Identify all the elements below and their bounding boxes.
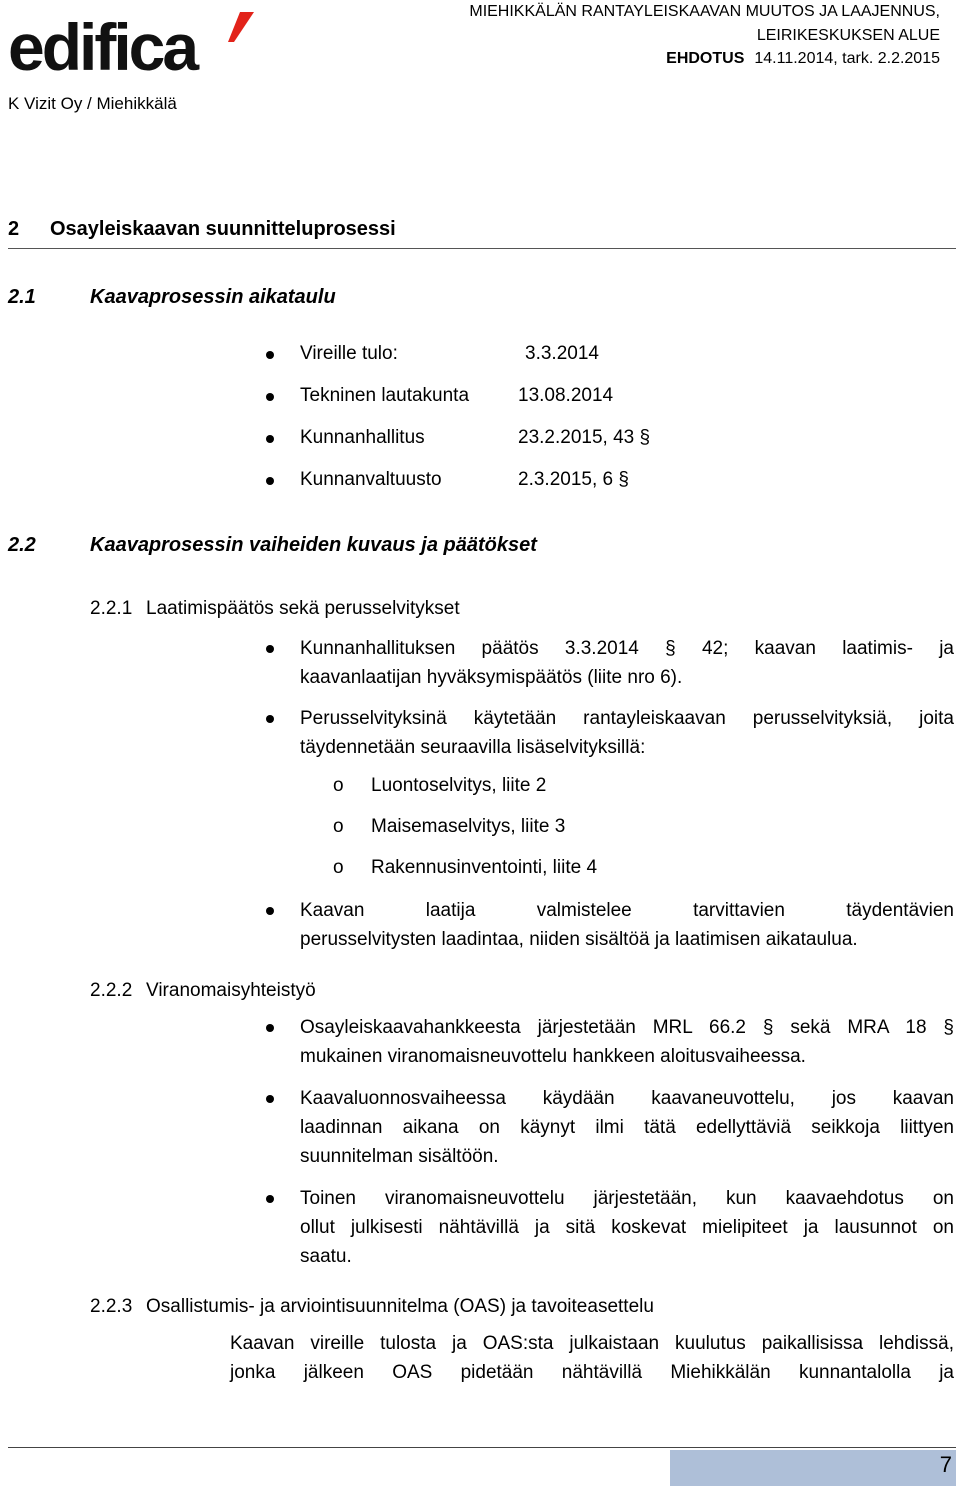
status-date: 14.11.2014, tark. 2.2.2015 (754, 50, 940, 67)
doc-title-line2: LEIRIKESKUKSEN ALUE (756, 27, 940, 44)
heading-title: Kaavaprosessin aikataulu (90, 286, 336, 308)
heading-section-2-2-3 (90, 1296, 654, 1318)
heading-title: Osallistumis- ja arviointisuunnitelma (OAS) ja tavoiteasettelu (146, 1296, 654, 1317)
doc-title-line1: MIEHIKKÄLÄN RANTAYLEISKAAVAN MUUTOS JA LAAJENNUS, (469, 3, 940, 20)
heading-section-2-2-1 (90, 598, 460, 620)
bullet-icon (266, 351, 274, 359)
text-line: mukainen viranomaisneuvottelu hankkeen aloitusvaiheessa. (300, 1046, 806, 1067)
heading-section-2-2 (8, 534, 537, 557)
sub-bullet-marker: o (333, 775, 344, 796)
doc-status (666, 47, 940, 71)
schedule-value: 2.3.2015, 6 § (518, 469, 629, 490)
schedule-value: 3.3.2014 (525, 343, 599, 364)
paragraph-kaavan-laatija (300, 896, 954, 954)
schedule-label: Kunnanvaltuusto (300, 469, 442, 490)
text-line: Kaavaluonnosvaiheessa käydään kaavaneuvottelu, jos kaavan (300, 1088, 954, 1109)
heading-section-2-1 (8, 286, 336, 309)
heading-number: 2.2.3 (90, 1296, 133, 1317)
heading-number: 2 (8, 218, 20, 240)
status-label: EHDOTUS (666, 50, 745, 67)
schedule-label: Kunnanhallitus (300, 427, 425, 448)
sub-list-item: Luontoselvitys, liite 2 (371, 775, 547, 796)
heading-title: Osayleiskaavan suunnitteluprosessi (50, 218, 396, 240)
schedule-value: 13.08.2014 (518, 385, 614, 406)
text-line: ollut julkisesti nähtävillä ja sitä koskevat mielipiteet ja lausunnot on (300, 1217, 954, 1238)
bullet-icon (266, 645, 274, 653)
text-line: saatu. (300, 1246, 352, 1267)
text-line: Osayleiskaavahankkeesta järjestetään MRL 66.2 § sekä MRA 18 § (300, 1017, 954, 1038)
paragraph-kaavaneuvottelu (300, 1084, 954, 1171)
heading-section-2 (8, 218, 396, 241)
sub-list-item: Rakennusinventointi, liite 4 (371, 857, 598, 878)
text-line: laadinnan aikana on käynyt ilmi tätä edellyttäviä seikkoja liittyen (300, 1117, 954, 1138)
heading-section-2-2-2 (90, 980, 316, 1002)
heading-number: 2.2.1 (90, 598, 133, 619)
logo-text: edifica (8, 10, 197, 76)
paragraph-toinen-neuvottelu (300, 1184, 954, 1271)
bullet-icon (266, 1195, 274, 1203)
schedule-item (300, 343, 599, 365)
bullet-icon (266, 907, 274, 915)
sub-list-item: Maisemaselvitys, liite 3 (371, 816, 566, 837)
heading-number: 2.2.2 (90, 980, 133, 1001)
bullet-icon (266, 1024, 274, 1032)
bullet-icon (266, 1095, 274, 1103)
schedule-value: 23.2.2015, 43 § (518, 427, 651, 448)
schedule-label: Vireille tulo: (300, 343, 398, 364)
heading-title: Kaavaprosessin vaiheiden kuvaus ja päätökset (90, 534, 537, 556)
bullet-icon (266, 477, 274, 485)
heading-title: Viranomaisyhteistyö (146, 980, 316, 1001)
sub-bullet-marker: o (333, 816, 344, 837)
heading-title: Laatimispäätös sekä perusselvitykset (146, 598, 460, 619)
schedule-label: Tekninen lautakunta (300, 385, 470, 406)
text-line: jonka jälkeen OAS pidetään nähtävillä Miehikkälän kunnantalolla ja (230, 1362, 954, 1383)
edifica-logo (8, 8, 258, 76)
schedule-item (300, 469, 629, 491)
paragraph-perusselvitykset (300, 704, 954, 762)
text-line: Perusselvityksinä käytetään rantayleiskaavan perusselvityksiä, joita (300, 708, 954, 729)
paragraph-viranomaisneuvottelu (300, 1013, 954, 1071)
page-number-box (670, 1450, 956, 1486)
heading-number: 2.2 (8, 534, 36, 556)
schedule-item (300, 385, 613, 407)
bullet-icon (266, 435, 274, 443)
paragraph-laatimispaatos (300, 634, 954, 692)
logo-red-accent (228, 12, 254, 42)
text-line: kaavanlaatijan hyväksymispäätös (liite nro 6). (300, 667, 683, 688)
heading-number: 2.1 (8, 286, 36, 308)
text-line: suunnitelman sisältöön. (300, 1146, 499, 1167)
heading-rule (8, 248, 956, 249)
sub-bullet-marker: o (333, 857, 344, 878)
footer-rule (8, 1447, 956, 1448)
page-number: 7 (939, 1452, 952, 1477)
bullet-icon (266, 393, 274, 401)
paragraph-oas (230, 1329, 954, 1387)
text-line: Kunnanhallituksen päätös 3.3.2014 § 42; kaavan laatimis- ja (300, 638, 954, 659)
company-name: K Vizit Oy / Miehikkälä (8, 94, 177, 113)
text-line: Toinen viranomaisneuvottelu järjestetään, kun kaavaehdotus on (300, 1188, 954, 1209)
schedule-item (300, 427, 650, 449)
text-line: Kaavan vireille tulosta ja OAS:sta julkaistaan kuulutus paikallisissa lehdissä, (230, 1333, 954, 1354)
text-line: Kaavan laatija valmistelee tarvittavien täydentävien (300, 900, 954, 921)
bullet-icon (266, 715, 274, 723)
text-line: perusselvitysten laadintaa, niiden sisältöä ja laatimisen aikataulua. (300, 929, 858, 950)
text-line: täydennetään seuraavilla lisäselvityksillä: (300, 737, 646, 758)
